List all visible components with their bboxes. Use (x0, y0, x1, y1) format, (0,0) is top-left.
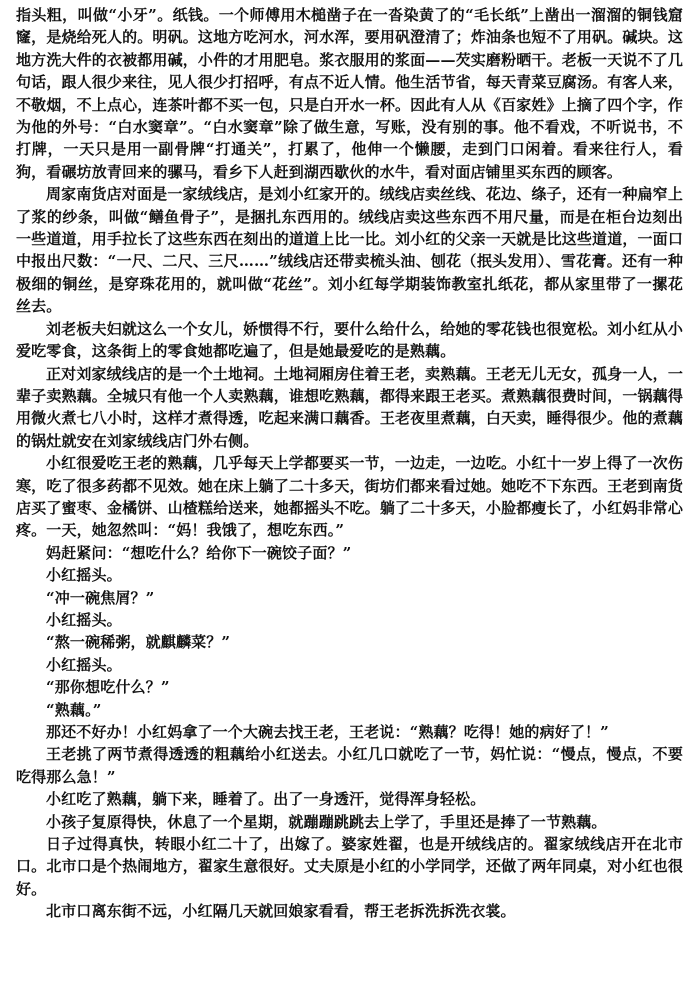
paragraph-sleep: 小红吃了熟藕，躺下来，睡着了。出了一身透汗，觉得浑身轻松。 (46, 790, 486, 809)
paragraph-shu-ou: “熟藕。” (46, 700, 102, 719)
paragraph-find-wang: 那还不好办！小红妈拿了一个大碗去找王老，王老说：“熟藕？吃得！她的病好了！” (46, 723, 609, 741)
paragraph-visits: 北市口离东街不远，小红隔几天就回娘家看看，帮王老拆洗拆洗衣裳。 (46, 902, 516, 921)
paragraph-porridge: “熬一碗稀粥，就麒麟菜？” (46, 633, 231, 652)
paragraph-shake-head-3: 小红摇头。 (46, 655, 122, 674)
paragraph-jiaoxie: “冲一碗焦屑？” (46, 588, 155, 607)
paragraph-liu-daughter: 刘老板夫妇就这么一个女儿，娇惯得不行，要什么给什么，给她的零花钱也很宽松。刘小红从小爱吃零食，这条街上的零食她都吃遍了，但是她最爱吃的是熟藕。 (16, 319, 683, 361)
paragraph-marriage: 日子过得真快，转眼小红二十了，出嫁了。婆家姓翟，也是开绒线店的。翟家绒线店开在北市口。北市口是个热闹地方，翟家生意很好。丈夫原是小红的小学同学，还做了两年同桌，对小红也很好。 (16, 835, 683, 898)
paragraph-shake-head-2: 小红摇头。 (46, 610, 122, 629)
paragraph-shake-head-1: 小红摇头。 (46, 566, 122, 585)
paragraph-mother-asks: 妈赶紧问：“想吃什么？给你下一碗饺子面？” (46, 543, 352, 562)
paragraph-wang-lao: 正对刘家绒线店的是一个土地祠。土地祠厢房住着王老，卖熟藕。王老无儿无女，孤身一人，一辈子卖熟藕。全城只有他一个人卖熟藕，谁想吃熟藕，都得来跟王老买。煮熟藕很费时间，一锅藕得用微火煮七八小时，这样才煮得透，吃起来满口藕香。王老夜里煮藕，白天卖，睡得很少。他的煮藕的锅灶就安在刘家绒线店门外右侧。 (16, 364, 683, 450)
paragraph-wang-delivers: 王老挑了两节煮得透透的粗藕给小红送去。小红几口就吃了一节，妈忙说：“慢点，慢点，不要吃得那么急！” (16, 745, 683, 786)
paragraph-xiaohong-sick: 小红很爱吃王老的熟藕，几乎每天上学都要买一节，一边走，一边吃。小红十一岁上得了一次伤寒，吃了很多药都不见效。她在床上躺了二十多天，街坊们都来看过她。她吃不下东西。王老到南货店买了蜜枣、金橘饼、山楂糕给送来，她都摇头不吃。躺了二十多天，小脸都瘦长了，小红妈非常心疼。一天，她忽然叫：“妈！我饿了，想吃东西。” (16, 454, 683, 540)
paragraph-liu-shop: 周家南货店对面是一家绒线店，是刘小红家开的。绒线店卖丝线、花边、绦子，还有一种扁窄上了浆的纱条，叫做“鳝鱼骨子”，是捆扎东西用的。绒线店卖这些东西不用尺量，而是在柜台边刻出一些道道，用手拉长了这些东西在刻出的道道上比一比。刘小红的父亲一天就是比这些道道，一面口中报出尺数：“一尺、二尺、三尺……”绒线店还带卖梳头油、刨花（抿头发用）、雪花膏。还有一种极细的铜丝，是穿珠花用的，就叫做“花丝”。刘小红每学期装饰教室扎纸花，都从家里带了一摞花丝去。 (16, 185, 683, 316)
paragraph-what-to-eat: “那你想吃什么？” (46, 678, 170, 697)
paragraph-shop-goods: 指头粗，叫做“小牙”。纸钱。一个师傅用木槌凿子在一沓染黄了的“毛长纸”上凿出一溜溜的铜钱窟窿，是烧给死人的。明矾。这地方吃河水，河水浑，要用矾澄清了；炸油条也短不了用矾。碱块。这地方洗大件的衣被都用碱，小件的才用肥皂。浆衣服用的浆面——芡实磨粉晒干。老板一天说不了几句话，跟人很少来往，见人很少打招呼，有点不近人情。他生活节省，每天青菜豆腐汤。有客人来，不敬烟，不上点心，连茶叶都不买一包，只是白开水一杯。因此有人从《百家姓》上摘了四个字，作为他的外号：“白水窦章”。“白水窦章”除了做生意，写账，没有别的事。他不看戏，不听说书，不打牌，一天只是用一副骨牌“打通关”，打累了，他伸一个懒腰，走到门口闲着。看来往行人，看狗，看碾坊放青回来的骡马，看乡下人赶到湖西歇伙的水牛，看对面店铺里买东西的顾客。 (16, 6, 683, 181)
paragraph-recover: 小孩子复原得快，休息了一个星期，就蹦蹦跳跳去上学了，手里还是捧了一节熟藕。 (46, 812, 607, 831)
